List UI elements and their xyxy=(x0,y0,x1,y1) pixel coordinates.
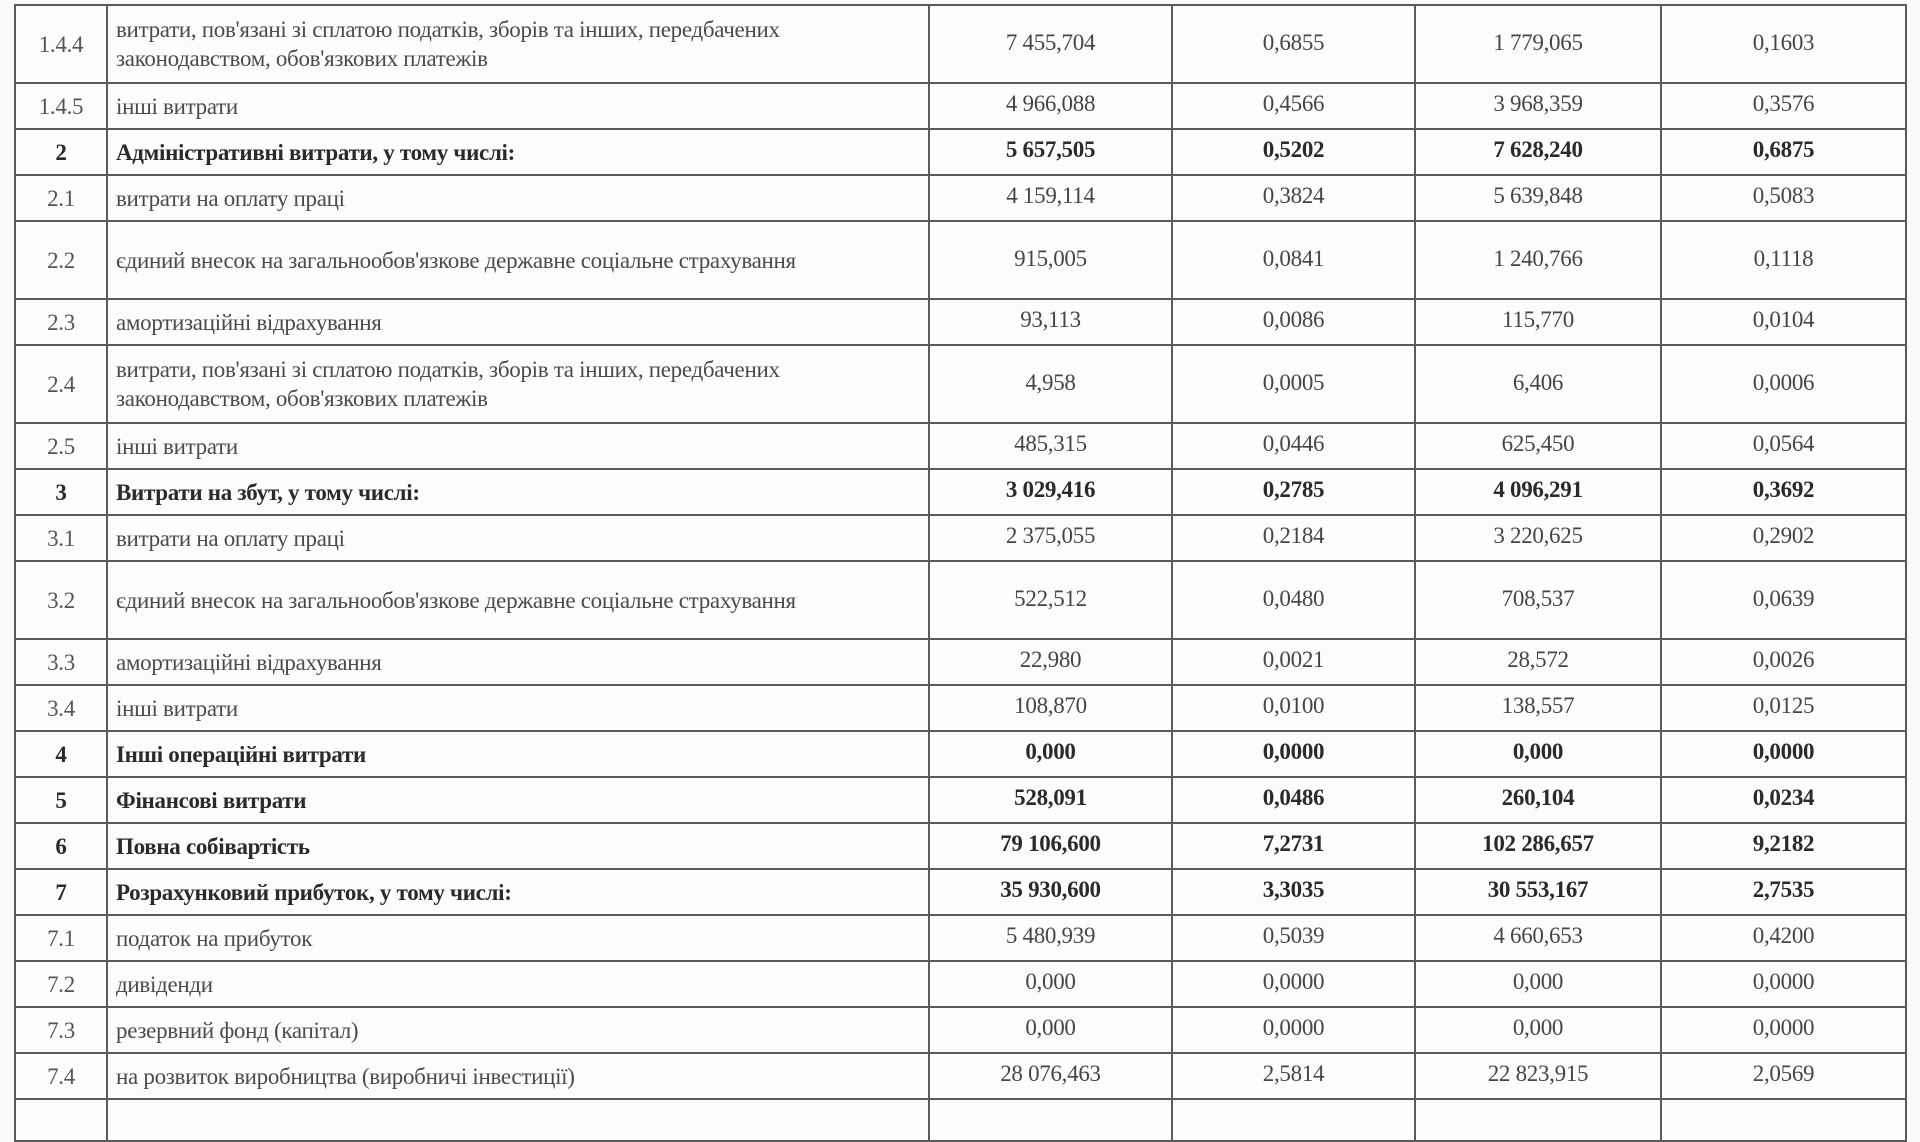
value-2: 3 968,359 xyxy=(1493,90,1583,116)
value-1: 28 076,463 xyxy=(1000,1060,1101,1086)
share-1-cell xyxy=(1172,345,1415,423)
row-number-cell xyxy=(15,1053,107,1099)
value-2-cell xyxy=(1415,1053,1661,1099)
value-1: 915,005 xyxy=(1014,245,1087,271)
row-description: Адміністративні витрати, у тому числі: xyxy=(116,139,515,165)
value-1: 93,113 xyxy=(1020,306,1081,332)
row-number-cell xyxy=(15,561,107,639)
value-2: 138,557 xyxy=(1501,692,1575,718)
share-1-cell xyxy=(1172,221,1415,299)
row-description-cell xyxy=(107,777,929,823)
share-2-cell xyxy=(1661,5,1906,83)
table-row xyxy=(15,221,1906,299)
share-2-cell xyxy=(1661,221,1906,299)
row-number-cell xyxy=(15,869,107,915)
value-1-cell xyxy=(929,83,1172,129)
share-1: 0,2184 xyxy=(1262,522,1325,548)
table-row-section xyxy=(15,777,1906,823)
row-number-cell xyxy=(15,423,107,469)
value-2-cell xyxy=(1415,221,1661,299)
row-description-cell xyxy=(107,1007,929,1053)
share-1: 0,0100 xyxy=(1262,692,1325,718)
row-description-cell xyxy=(107,83,929,129)
row-number-cell xyxy=(15,469,107,515)
value-1-cell xyxy=(929,129,1172,175)
value-2-cell xyxy=(1415,685,1661,731)
row-description-cell xyxy=(107,129,929,175)
share-1-cell xyxy=(1172,469,1415,515)
row-description-cell xyxy=(107,175,929,221)
share-2-cell xyxy=(1661,175,1906,221)
row-number-cell xyxy=(15,685,107,731)
row-description-cell xyxy=(107,1053,929,1099)
value-2: 0,000 xyxy=(1512,968,1564,994)
value-2: 5 639,848 xyxy=(1493,182,1583,208)
share-2: 0,0104 xyxy=(1752,306,1815,332)
row-number-cell xyxy=(15,221,107,299)
value-1: 4 159,114 xyxy=(1006,182,1095,208)
row-number: 7.2 xyxy=(47,971,75,997)
value-2: 708,537 xyxy=(1501,585,1575,611)
share-1-cell xyxy=(1172,1053,1415,1099)
share-1: 0,2785 xyxy=(1262,476,1325,502)
table-row-section xyxy=(15,731,1906,777)
row-description: витрати на оплату праці xyxy=(116,185,345,211)
share-1: 0,0000 xyxy=(1262,738,1325,764)
row-description-cell xyxy=(107,469,929,515)
value-2: 0,000 xyxy=(1512,738,1564,764)
row-description: єдиний внесок на загальнообов'язкове державне соціальне страхування xyxy=(116,587,796,613)
table-row-section xyxy=(15,129,1906,175)
row-description-cell xyxy=(107,639,929,685)
row-description-cell xyxy=(107,299,929,345)
value-2: 115,770 xyxy=(1502,306,1574,332)
value-2: 625,450 xyxy=(1501,430,1575,456)
value-2-cell xyxy=(1415,1007,1661,1053)
table-row xyxy=(15,515,1906,561)
share-2-cell xyxy=(1661,961,1906,1007)
table-row xyxy=(15,299,1906,345)
value-1-cell xyxy=(929,823,1172,869)
row-description: амортизаційні відрахування xyxy=(116,309,382,335)
row-number-cell xyxy=(15,777,107,823)
value-2: 1 240,766 xyxy=(1493,245,1583,271)
share-1: 0,3824 xyxy=(1262,182,1325,208)
row-number-cell xyxy=(15,731,107,777)
share-1: 0,0000 xyxy=(1262,968,1325,994)
row-description: дивіденди xyxy=(116,971,213,997)
row-number-cell xyxy=(15,5,107,83)
value-2: 4 660,653 xyxy=(1493,922,1583,948)
share-2: 0,0026 xyxy=(1752,646,1815,672)
share-2: 0,2902 xyxy=(1752,522,1815,548)
row-description: інші витрати xyxy=(116,695,238,721)
row-description: єдиний внесок на загальнообов'язкове державне соціальне страхування xyxy=(116,247,796,273)
row-description: Витрати на збут, у тому числі: xyxy=(116,479,420,505)
share-2-cell xyxy=(1661,561,1906,639)
share-1-cell xyxy=(1172,423,1415,469)
value-1: 79 106,600 xyxy=(1000,830,1101,856)
cost-table-scan xyxy=(14,4,1905,1142)
row-number-cell xyxy=(15,345,107,423)
share-1-cell xyxy=(1172,175,1415,221)
value-2-cell xyxy=(1415,869,1661,915)
share-2: 0,0639 xyxy=(1752,585,1815,611)
value-2: 28,572 xyxy=(1507,646,1569,672)
share-2: 0,6875 xyxy=(1752,136,1815,162)
row-number: 3 xyxy=(55,479,67,505)
row-number: 2.1 xyxy=(47,185,75,211)
row-description: Повна собівартість xyxy=(116,833,310,859)
value-2-cell xyxy=(1415,469,1661,515)
share-2-cell xyxy=(1661,345,1906,423)
share-2: 0,3576 xyxy=(1752,90,1815,116)
row-description: резервний фонд (капітал) xyxy=(116,1017,359,1043)
value-1-cell xyxy=(929,1053,1172,1099)
row-description-cell xyxy=(107,731,929,777)
share-1: 0,6855 xyxy=(1262,29,1325,55)
row-description-cell xyxy=(107,423,929,469)
share-2: 0,3692 xyxy=(1752,476,1815,502)
value-1-cell xyxy=(929,685,1172,731)
value-2: 0,000 xyxy=(1512,1014,1564,1040)
row-description-cell xyxy=(107,515,929,561)
row-number: 2.3 xyxy=(47,309,75,335)
row-description: витрати, пов'язані зі сплатою податків, зборів та інших, передбачених законодавством, обов'язкових платежів xyxy=(116,17,780,71)
table-row xyxy=(15,915,1906,961)
value-2-cell xyxy=(1415,731,1661,777)
value-2: 4 096,291 xyxy=(1493,476,1583,502)
row-number-cell xyxy=(15,129,107,175)
row-number-cell xyxy=(15,823,107,869)
share-2-cell xyxy=(1661,469,1906,515)
share-1: 0,0446 xyxy=(1262,430,1325,456)
share-2-cell xyxy=(1661,515,1906,561)
row-description-cell xyxy=(107,5,929,83)
value-2: 6,406 xyxy=(1512,369,1564,395)
row-description-cell xyxy=(107,345,929,423)
cost-table-body xyxy=(15,5,1906,1141)
row-number-cell xyxy=(15,915,107,961)
value-1-cell xyxy=(929,423,1172,469)
row-number: 2.5 xyxy=(47,433,75,459)
value-1: 22,980 xyxy=(1019,646,1082,672)
row-description: інші витрати xyxy=(116,93,238,119)
row-number: 2 xyxy=(55,139,67,165)
row-description: податок на прибуток xyxy=(116,925,313,951)
value-2-cell xyxy=(1415,423,1661,469)
table-row xyxy=(15,1007,1906,1053)
value-1-cell xyxy=(929,515,1172,561)
table-row xyxy=(15,961,1906,1007)
value-1-cell xyxy=(929,469,1172,515)
share-2-cell xyxy=(1661,823,1906,869)
table-row xyxy=(15,83,1906,129)
share-1-cell xyxy=(1172,5,1415,83)
value-1: 5 480,939 xyxy=(1005,922,1096,948)
value-1: 485,315 xyxy=(1014,430,1087,456)
share-1: 0,5202 xyxy=(1262,136,1325,162)
row-description-cell xyxy=(107,823,929,869)
row-description-cell xyxy=(107,561,929,639)
value-1-cell xyxy=(929,777,1172,823)
value-1-cell xyxy=(929,731,1172,777)
row-number: 4 xyxy=(55,741,67,767)
row-description-cell xyxy=(107,685,929,731)
share-1-cell xyxy=(1172,515,1415,561)
table-row xyxy=(15,1053,1906,1099)
cost-table xyxy=(14,4,1907,1142)
value-1-cell xyxy=(929,961,1172,1007)
value-2-cell xyxy=(1415,915,1661,961)
table-row-section xyxy=(15,469,1906,515)
share-1-cell xyxy=(1172,915,1415,961)
value-2-cell xyxy=(1415,5,1661,83)
share-1: 7,2731 xyxy=(1262,830,1325,856)
value-1-cell xyxy=(929,869,1172,915)
value-1: 0,000 xyxy=(1025,738,1076,764)
share-1-cell xyxy=(1172,777,1415,823)
value-2: 260,104 xyxy=(1501,784,1575,810)
share-2-cell xyxy=(1661,777,1906,823)
value-1-cell xyxy=(929,175,1172,221)
share-2-cell xyxy=(1661,915,1906,961)
row-number-cell xyxy=(15,639,107,685)
share-1: 0,0000 xyxy=(1262,1014,1325,1040)
share-1: 0,0480 xyxy=(1262,585,1325,611)
row-number: 3.4 xyxy=(47,695,75,721)
share-1-cell xyxy=(1172,561,1415,639)
table-row xyxy=(15,5,1906,83)
table-row-section xyxy=(15,823,1906,869)
row-number: 3.1 xyxy=(47,525,75,551)
row-description-cell xyxy=(107,221,929,299)
row-number: 2.4 xyxy=(47,371,75,397)
table-row xyxy=(15,345,1906,423)
row-number: 1.4.4 xyxy=(38,31,84,57)
value-2-cell xyxy=(1415,299,1661,345)
value-1: 5 657,505 xyxy=(1005,136,1096,162)
value-2-cell xyxy=(1415,777,1661,823)
share-1-cell xyxy=(1172,685,1415,731)
share-2-cell xyxy=(1661,869,1906,915)
table-row xyxy=(15,175,1906,221)
share-2: 0,0125 xyxy=(1752,692,1815,718)
value-1-cell xyxy=(929,345,1172,423)
share-2-cell xyxy=(1661,129,1906,175)
value-1: 108,870 xyxy=(1014,692,1087,718)
value-2-cell xyxy=(1415,515,1661,561)
row-number: 7.1 xyxy=(47,925,75,951)
value-1: 35 930,600 xyxy=(1000,876,1101,902)
row-description: амортизаційні відрахування xyxy=(116,649,382,675)
share-2: 2,0569 xyxy=(1752,1060,1815,1086)
row-number-cell xyxy=(15,299,107,345)
share-1: 2,5814 xyxy=(1262,1060,1325,1086)
row-description: Розрахунковий прибуток, у тому числі: xyxy=(116,879,512,905)
share-2-cell xyxy=(1661,1053,1906,1099)
row-description: інші витрати xyxy=(116,433,238,459)
value-2-cell xyxy=(1415,961,1661,1007)
share-2: 0,0000 xyxy=(1752,738,1815,764)
value-2-cell xyxy=(1415,561,1661,639)
table-row xyxy=(15,561,1906,639)
row-number: 7.4 xyxy=(47,1063,75,1089)
row-number: 2.2 xyxy=(47,247,75,273)
share-1: 3,3035 xyxy=(1262,876,1325,902)
share-2: 0,1603 xyxy=(1752,29,1815,55)
table-row-section xyxy=(15,869,1906,915)
value-2-cell xyxy=(1415,175,1661,221)
share-2-cell xyxy=(1661,731,1906,777)
row-number: 5 xyxy=(55,787,67,813)
value-1-cell xyxy=(929,299,1172,345)
row-description: на розвиток виробництва (виробничі інвестиції) xyxy=(116,1063,575,1089)
share-1: 0,0005 xyxy=(1262,369,1325,395)
share-1-cell xyxy=(1172,869,1415,915)
share-2-cell xyxy=(1661,83,1906,129)
value-2: 3 220,625 xyxy=(1493,522,1583,548)
value-2-cell xyxy=(1415,83,1661,129)
share-2-cell xyxy=(1661,685,1906,731)
value-1: 522,512 xyxy=(1014,585,1087,611)
value-1-cell xyxy=(929,1007,1172,1053)
share-2: 0,0564 xyxy=(1752,430,1815,456)
share-1-cell xyxy=(1172,1007,1415,1053)
row-description: витрати, пов'язані зі сплатою податків, зборів та інших, передбачених законодавством, обов'язкових платежів xyxy=(116,357,780,411)
value-2-cell xyxy=(1415,823,1661,869)
value-2: 30 553,167 xyxy=(1487,876,1589,902)
value-2: 7 628,240 xyxy=(1493,136,1583,162)
share-1-cell xyxy=(1172,129,1415,175)
row-number: 7 xyxy=(55,879,67,905)
row-description-cell xyxy=(107,869,929,915)
row-description-cell xyxy=(107,915,929,961)
share-2: 0,5083 xyxy=(1752,182,1815,208)
share-2: 0,0006 xyxy=(1752,369,1815,395)
share-2: 0,4200 xyxy=(1752,922,1815,948)
row-description-cell xyxy=(107,961,929,1007)
share-1: 0,0021 xyxy=(1262,646,1325,672)
row-number-cell xyxy=(15,175,107,221)
value-1: 528,091 xyxy=(1014,784,1087,810)
share-2: 0,0000 xyxy=(1752,968,1815,994)
value-2: 1 779,065 xyxy=(1493,29,1583,55)
row-number: 6 xyxy=(55,833,67,859)
share-1-cell xyxy=(1172,731,1415,777)
value-1: 0,000 xyxy=(1025,968,1076,994)
row-number: 1.4.5 xyxy=(38,93,84,119)
row-number: 3.3 xyxy=(47,649,75,675)
value-2-cell xyxy=(1415,129,1661,175)
table-row xyxy=(15,423,1906,469)
share-1: 0,0086 xyxy=(1262,306,1325,332)
value-2-cell xyxy=(1415,639,1661,685)
share-1-cell xyxy=(1172,823,1415,869)
value-1-cell xyxy=(929,915,1172,961)
row-number-cell xyxy=(15,961,107,1007)
share-2-cell xyxy=(1661,1007,1906,1053)
value-2: 22 823,915 xyxy=(1487,1060,1589,1086)
share-1: 0,0841 xyxy=(1262,245,1325,271)
share-1: 0,0486 xyxy=(1262,784,1325,810)
share-2: 0,0000 xyxy=(1752,1014,1815,1040)
row-description: Інші операційні витрати xyxy=(116,741,366,767)
share-2-cell xyxy=(1661,423,1906,469)
value-1: 7 455,704 xyxy=(1005,29,1096,55)
value-1: 3 029,416 xyxy=(1005,476,1096,502)
value-1-cell xyxy=(929,221,1172,299)
share-1-cell xyxy=(1172,639,1415,685)
share-1-cell xyxy=(1172,961,1415,1007)
row-number-cell xyxy=(15,1007,107,1053)
share-1: 0,5039 xyxy=(1262,922,1325,948)
value-2-cell xyxy=(1415,345,1661,423)
share-2: 0,0234 xyxy=(1752,784,1815,810)
table-row xyxy=(15,639,1906,685)
value-1: 2 375,055 xyxy=(1005,522,1096,548)
row-description: витрати на оплату праці xyxy=(116,525,345,551)
row-number: 7.3 xyxy=(47,1017,75,1043)
value-1: 4,958 xyxy=(1025,369,1076,395)
row-description: Фінансові витрати xyxy=(116,787,307,813)
share-1: 0,4566 xyxy=(1262,90,1325,116)
share-2: 9,2182 xyxy=(1752,830,1815,856)
value-1: 4 966,088 xyxy=(1005,90,1096,116)
row-number-cell xyxy=(15,515,107,561)
value-1: 0,000 xyxy=(1025,1014,1076,1040)
row-number-cell xyxy=(15,83,107,129)
share-2: 2,7535 xyxy=(1752,876,1815,902)
value-1-cell xyxy=(929,639,1172,685)
share-2-cell xyxy=(1661,639,1906,685)
value-2: 102 286,657 xyxy=(1482,830,1594,856)
table-row xyxy=(15,685,1906,731)
share-2: 0,1118 xyxy=(1753,245,1814,271)
row-number: 3.2 xyxy=(47,587,75,613)
value-1-cell xyxy=(929,561,1172,639)
share-2-cell xyxy=(1661,299,1906,345)
value-1-cell xyxy=(929,5,1172,83)
share-1-cell xyxy=(1172,299,1415,345)
share-1-cell xyxy=(1172,83,1415,129)
